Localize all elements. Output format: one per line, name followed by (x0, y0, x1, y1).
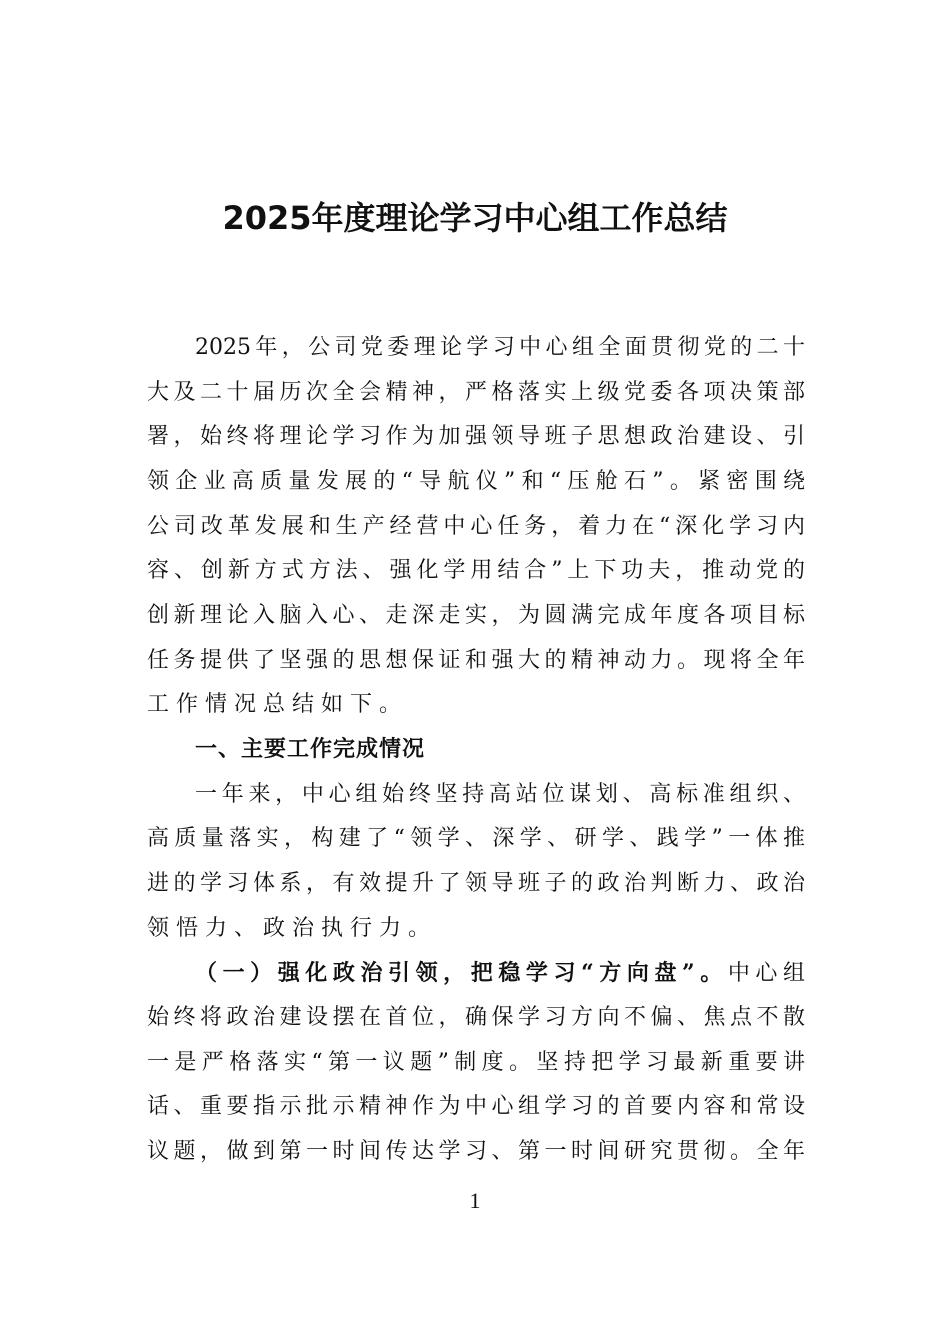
paragraph-line: 领企业高质量发展的“导航仪”和“压舱石”。紧密围绕 (147, 468, 805, 494)
paragraph-line: 2025年，公司党委理论学习中心组全面贯彻党的二十 (195, 335, 805, 360)
paragraph-line: 始终将政治建设摆在首位，确保学习方向不偏、焦点不散 (147, 1004, 805, 1030)
paragraph-line: 工作情况总结如下。 (147, 692, 409, 718)
paragraph-line: 议题，做到第一时间传达学习、第一时间研究贯彻。全年 (147, 1138, 805, 1164)
paragraph-line: 署，始终将理论学习作为加强领导班子思想政治建设、引 (147, 424, 805, 450)
subsection-heading: （一）强化政治引领，把稳学习“方向盘”。 (195, 960, 728, 987)
paragraph-line: 大及二十届历次全会精神，严格落实上级党委各项决策部 (147, 379, 805, 405)
paragraph-line: 容、创新方式方法、强化学用结合”上下功夫，推动党的 (147, 558, 805, 584)
paragraph-text: 中心组 (727, 961, 805, 987)
subsection-paragraph (147, 951, 805, 1174)
document-body (147, 326, 805, 1174)
paragraph-line: 领悟力、政治执行力。 (147, 915, 438, 941)
paragraph-line: 创新理论入脑入心、走深走实，为圆满完成年度各项目标 (147, 602, 805, 628)
summary-paragraph (147, 773, 805, 952)
paragraph-line: 一是严格落实“第一议题”制度。坚持把学习最新重要讲 (147, 1049, 805, 1075)
paragraph-line: 话、重要指示批示精神作为中心组学习的首要内容和常设 (147, 1094, 805, 1120)
section-heading: 一、主要工作完成情况 (195, 736, 426, 762)
paragraph-line: 公司改革发展和生产经营中心任务，着力在“深化学习内 (147, 513, 805, 539)
paragraph-line: 任务提供了坚强的思想保证和强大的精神动力。现将全年 (147, 647, 805, 673)
intro-paragraph (147, 326, 805, 728)
paragraph-line (147, 951, 805, 996)
page-number: 1 (469, 1188, 481, 1213)
paragraph-line: 一年来，中心组始终坚持高站位谋划、高标准组织、 (195, 781, 805, 807)
document-title: 2025年度理论学习中心组工作总结 (222, 199, 728, 237)
paragraph-line: 高质量落实，构建了“领学、深学、研学、践学”一体推 (147, 826, 805, 852)
paragraph-line: 进的学习体系，有效提升了领导班子的政治判断力、政治 (147, 870, 805, 896)
